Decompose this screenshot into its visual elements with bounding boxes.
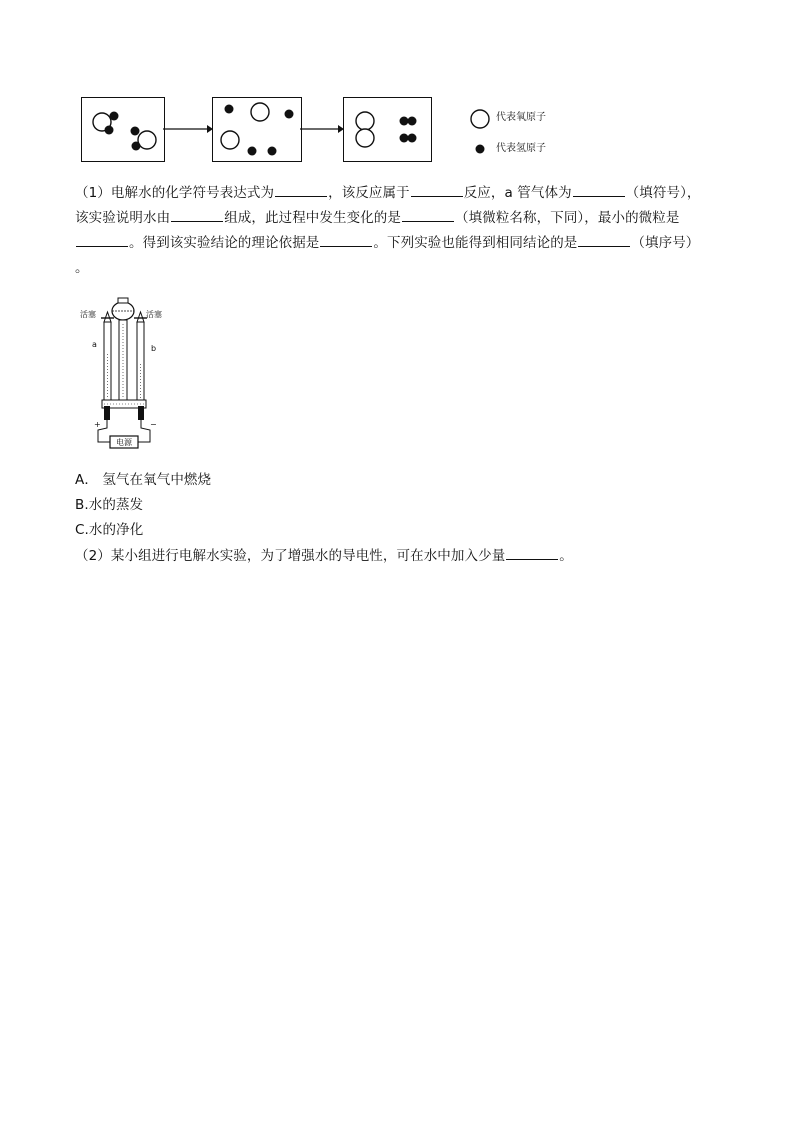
power-supply-label: 电源 (116, 438, 132, 447)
panel-separated-atoms (212, 97, 302, 162)
water-molecules-drawing (82, 98, 164, 161)
negative-terminal-label: − (150, 420, 157, 429)
legend-oxygen-label: 代表氧原子 (496, 112, 546, 123)
option-a: A． 氢气在氧气中燃烧 (75, 472, 212, 488)
tube-b-label: b (151, 344, 157, 353)
left-valve-label: 活塞 (80, 310, 96, 319)
question1-line3: 。得到该实验结论的理论依据是 。下列实验也能得到相同结论的是 （填序号） (75, 233, 699, 253)
question1-line4: 。 (75, 260, 89, 276)
arrow-icon (300, 122, 344, 136)
question1-line2: 该实验说明水由 组成，此过程中发生变化的是 （填微粒名称，下同），最小的微粒是 (75, 210, 680, 226)
hydrogen-atom-icon (473, 142, 487, 156)
answer-blank[interactable] (578, 233, 630, 247)
answer-blank[interactable] (573, 183, 625, 197)
answer-blank[interactable] (320, 233, 372, 247)
answer-blank[interactable] (275, 183, 327, 197)
electrolysis-apparatus (80, 294, 180, 454)
answer-blank[interactable] (506, 546, 558, 560)
answer-blank[interactable] (411, 183, 463, 197)
product-molecules-drawing (344, 98, 431, 161)
right-valve-label: 活塞 (146, 310, 162, 319)
legend-hydrogen-label: 代表氢原子 (496, 143, 546, 154)
answer-blank[interactable] (402, 208, 454, 222)
panel-product-molecules (343, 97, 432, 162)
oxygen-atom-icon (469, 108, 491, 130)
answer-blank[interactable] (171, 208, 223, 222)
positive-terminal-label: + (94, 420, 101, 429)
option-c: C.水的净化 (75, 522, 144, 538)
answer-blank[interactable] (76, 233, 128, 247)
option-b: B.水的蒸发 (75, 497, 144, 513)
question2-line: （2）某小组进行电解水实验，为了增强水的导电性，可在水中加入少量 。 (75, 548, 573, 564)
tube-a-label: a (92, 340, 97, 349)
separated-atoms-drawing (213, 98, 301, 161)
question1-line1: （1）电解水的化学符号表达式为 ，该反应属于 反应，a 管气体为 （填符号）， (75, 185, 701, 201)
panel-water-molecules (81, 97, 165, 162)
arrow-icon (163, 122, 213, 136)
